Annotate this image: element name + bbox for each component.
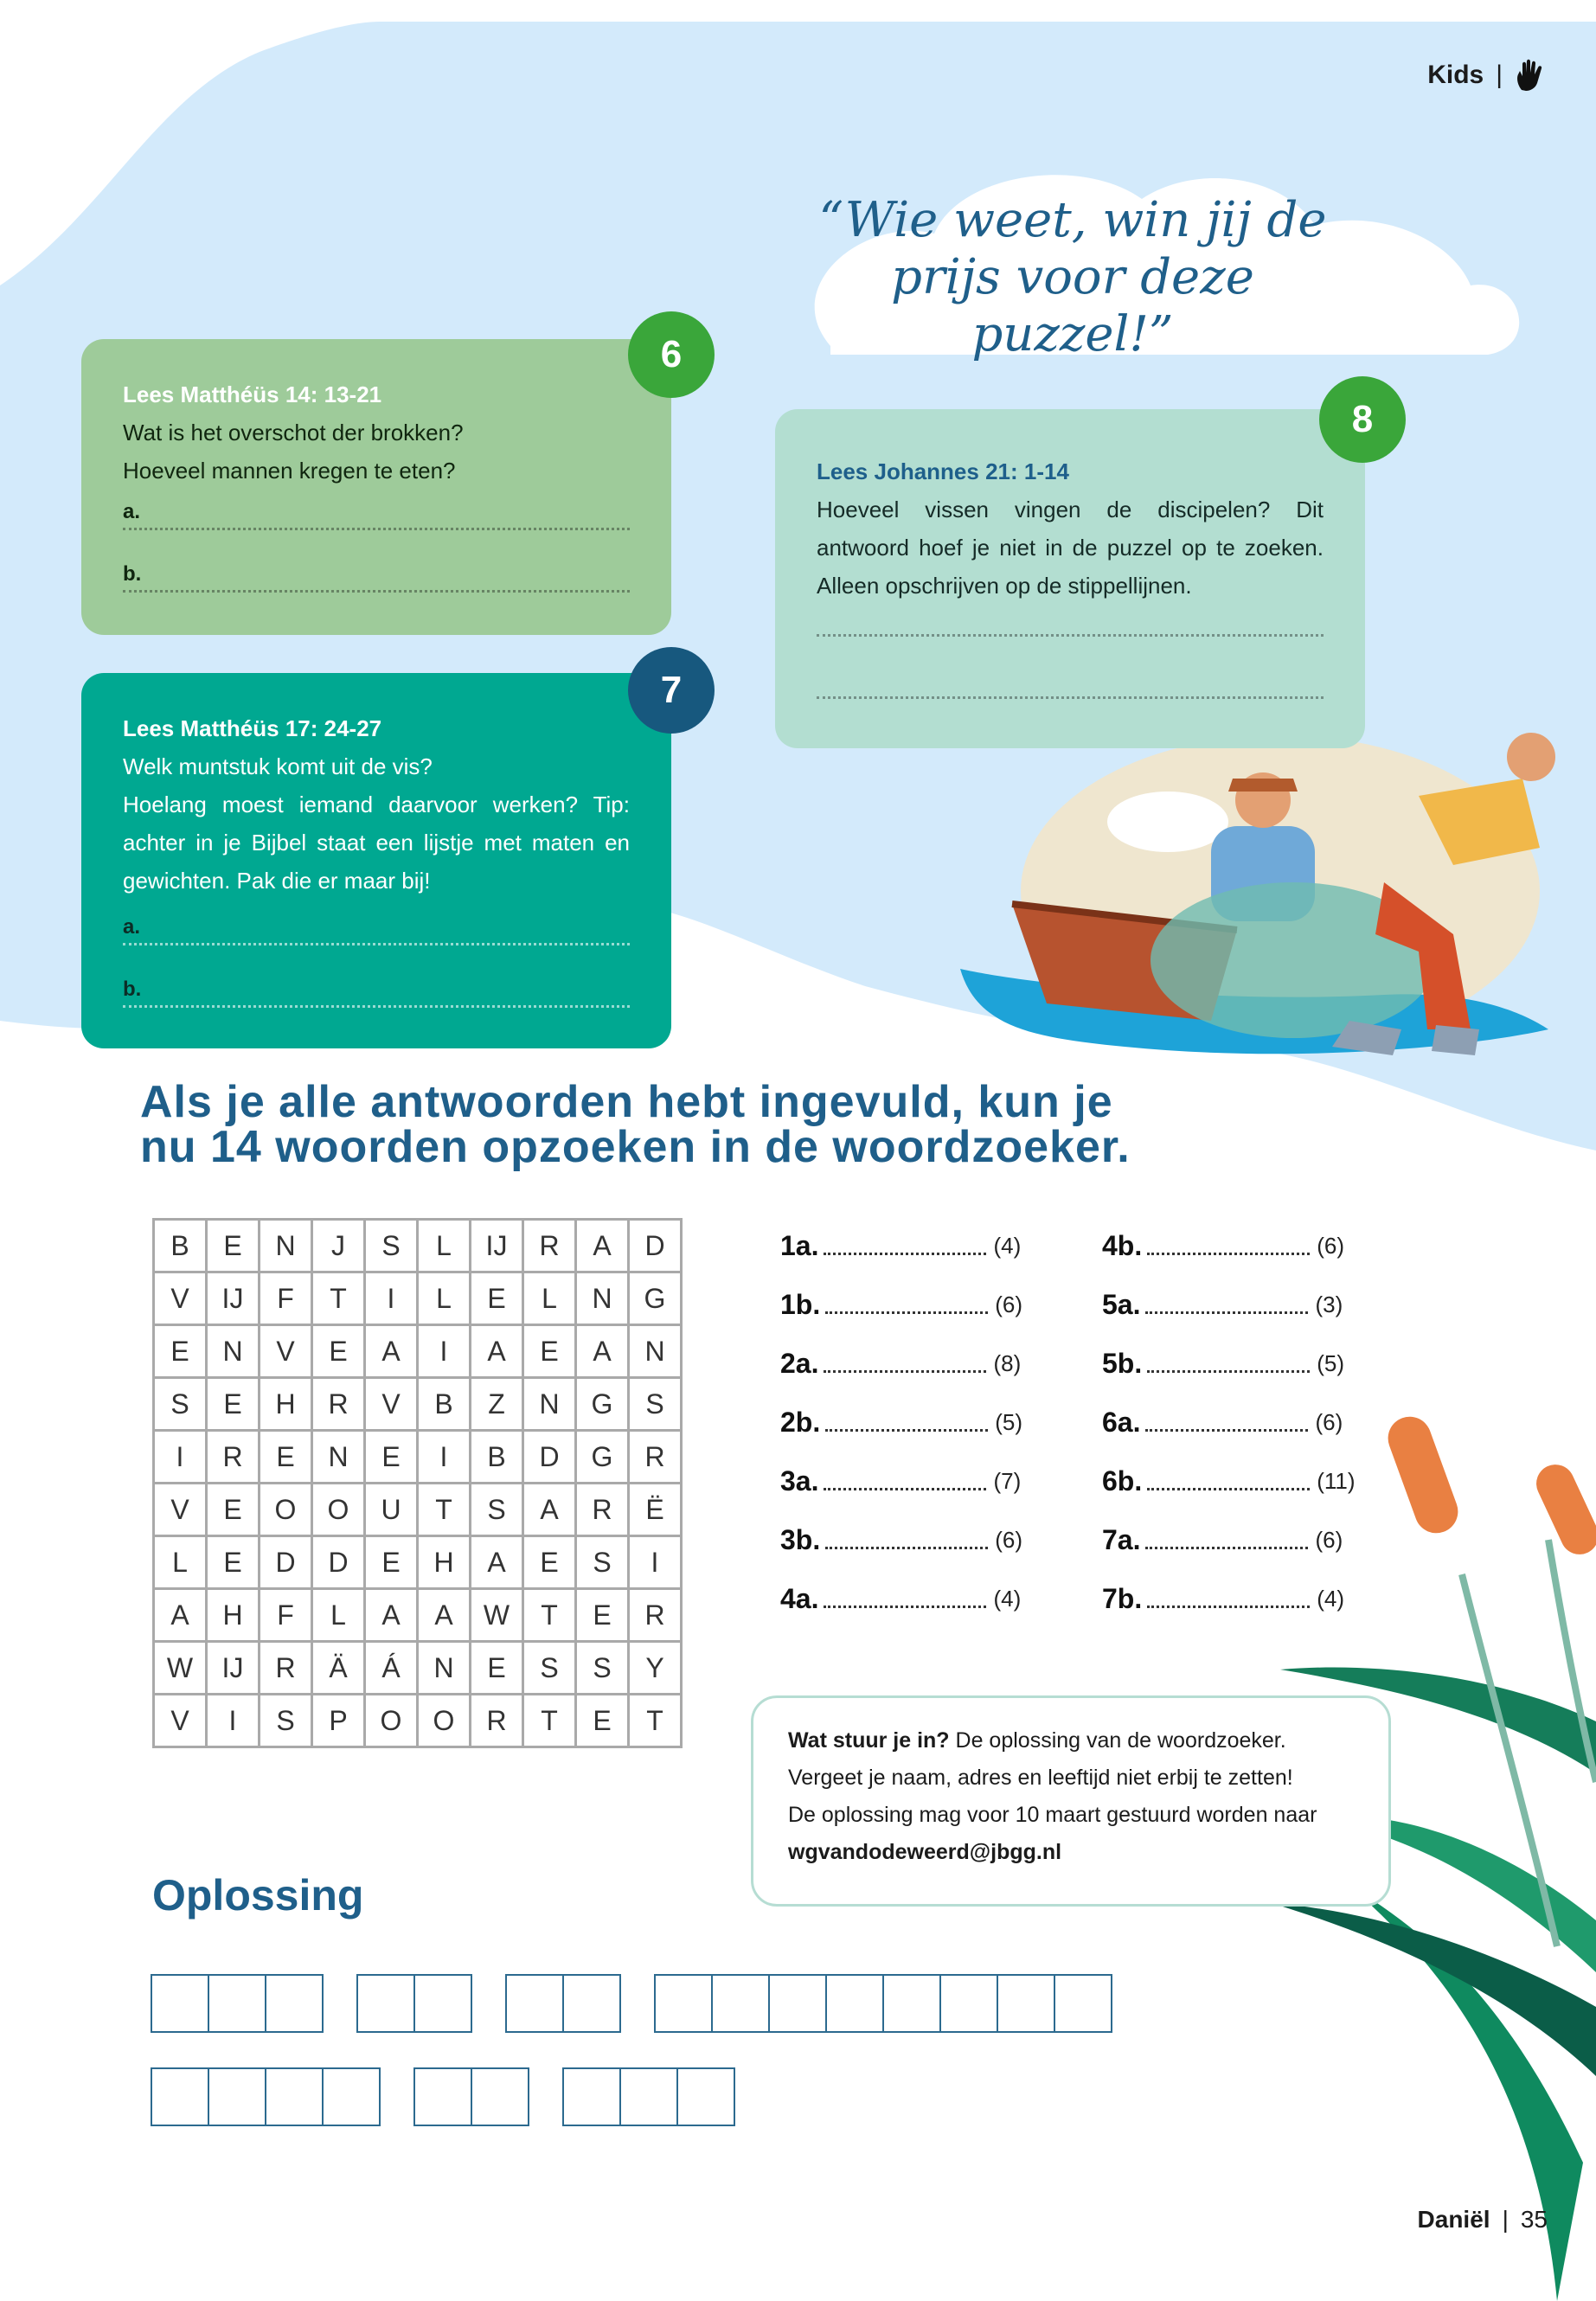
solution-letter-box[interactable] (151, 1974, 209, 2033)
grid-letter-cell[interactable]: E (312, 1325, 365, 1378)
answer-item (1102, 1216, 1356, 1275)
page-footer (1418, 2206, 1548, 2234)
answer-list-right (1102, 1216, 1356, 1628)
answer-label: 2b. (780, 1406, 821, 1438)
grid-letter-cell[interactable]: H (260, 1378, 312, 1431)
grid-letter-cell[interactable]: IJ (471, 1220, 523, 1272)
question-number-badge: 6 (628, 311, 715, 398)
grid-letter-cell[interactable]: E (207, 1536, 260, 1589)
answer-length: (4) (993, 1585, 1022, 1612)
answer-blank[interactable] (1145, 1296, 1308, 1314)
magazine-title: Daniël (1417, 2206, 1490, 2233)
answer-length: (6) (1315, 1526, 1343, 1553)
grid-letter-cell[interactable]: I (154, 1431, 207, 1484)
grid-letter-cell[interactable]: E (207, 1484, 260, 1536)
grid-letter-cell[interactable]: L (312, 1589, 365, 1642)
answer-length: (6) (1315, 1408, 1343, 1435)
grid-letter-cell[interactable]: N (207, 1325, 260, 1378)
answer-label: 5b. (1102, 1347, 1143, 1379)
question-text: Hoeveel vissen vingen de discipelen? Dit antwoord hoef je niet in de puzzel op te zoeken. Alleen opschrijven op de stippellijnen. (817, 497, 1324, 599)
solution-word-group (358, 1974, 472, 2033)
answer-line-a[interactable]: a. (123, 493, 630, 530)
answer-label: 6b. (1102, 1465, 1143, 1497)
grid-letter-cell[interactable]: R (523, 1220, 576, 1272)
answer-item (1102, 1510, 1356, 1569)
solution-letter-box[interactable] (265, 2067, 324, 2126)
answer-blank[interactable] (824, 1590, 986, 1608)
section-header (1427, 59, 1544, 92)
submission-info-box (751, 1695, 1391, 1907)
grid-letter-cell[interactable]: G (629, 1272, 682, 1325)
solution-letter-box[interactable] (208, 1974, 266, 2033)
grid-letter-cell[interactable]: N (576, 1272, 629, 1325)
answer-length: (3) (1315, 1291, 1343, 1317)
grid-letter-cell[interactable]: A (471, 1325, 523, 1378)
solution-word-group (152, 2067, 381, 2126)
solution-letter-box[interactable] (1054, 1974, 1112, 2033)
grid-letter-cell[interactable]: F (260, 1272, 312, 1325)
question-text: Wat is het overschot der brokken? (123, 420, 464, 445)
grid-letter-cell[interactable]: E (260, 1431, 312, 1484)
answer-length: (8) (993, 1349, 1022, 1376)
hand-icon (1515, 59, 1544, 92)
grid-row (154, 1220, 682, 1272)
grid-letter-cell[interactable]: Ë (629, 1484, 682, 1536)
grid-letter-cell[interactable]: W (154, 1642, 207, 1695)
answer-length: (6) (995, 1291, 1023, 1317)
question-reference: Lees Johannes 21: 1-14 (817, 458, 1069, 484)
grid-letter-cell[interactable]: L (154, 1536, 207, 1589)
answer-length: (5) (995, 1408, 1023, 1435)
answer-item (1102, 1275, 1356, 1334)
grid-letter-cell[interactable]: V (365, 1378, 418, 1431)
solution-letter-box[interactable] (654, 1974, 713, 2033)
solution-title: Oplossing (152, 1871, 364, 1920)
answer-item (780, 1510, 1022, 1569)
grid-letter-cell[interactable]: R (312, 1378, 365, 1431)
solution-letter-box[interactable] (562, 1974, 621, 2033)
answer-item (780, 1334, 1022, 1393)
grid-letter-cell[interactable]: N (418, 1642, 471, 1695)
quote-text: “Wie weet, win jij de prijs voor deze puzzel!” (818, 192, 1327, 362)
answer-item (1102, 1334, 1356, 1393)
answer-label: 2a. (780, 1347, 819, 1379)
solution-letter-box[interactable] (711, 1974, 770, 2033)
grid-letter-cell[interactable]: V (154, 1484, 207, 1536)
grid-letter-cell[interactable]: J (312, 1220, 365, 1272)
grid-letter-cell[interactable]: Y (629, 1642, 682, 1695)
grid-letter-cell[interactable]: IJ (207, 1642, 260, 1695)
grid-letter-cell[interactable]: A (154, 1589, 207, 1642)
solution-letter-box[interactable] (208, 2067, 266, 2126)
heading-line: nu 14 woorden opzoeken in de woordzoeker. (140, 1122, 1131, 1172)
answer-line-1[interactable] (817, 599, 1324, 637)
section-label: Kids (1427, 61, 1484, 89)
grid-row (154, 1695, 682, 1747)
grid-letter-cell[interactable]: E (576, 1695, 629, 1747)
answer-item (1102, 1452, 1356, 1510)
question-number-badge: 8 (1319, 376, 1406, 463)
answer-item (780, 1275, 1022, 1334)
answer-line-b[interactable]: b. (123, 971, 630, 1008)
grid-letter-cell[interactable]: D (523, 1431, 576, 1484)
grid-letter-cell[interactable]: A (523, 1484, 576, 1536)
grid-letter-cell[interactable]: R (260, 1642, 312, 1695)
answer-length: (6) (1317, 1232, 1345, 1259)
info-text: Vergeet je naam, adres en leeftijd niet erbij te zetten! (788, 1766, 1293, 1790)
page-number: 35 (1520, 2206, 1548, 2233)
solution-word-group (564, 2067, 735, 2126)
grid-letter-cell[interactable]: L (418, 1272, 471, 1325)
answer-label: 3a. (780, 1465, 819, 1497)
answer-line-b[interactable]: b. (123, 555, 630, 593)
grid-letter-cell[interactable]: O (365, 1695, 418, 1747)
grid-row (154, 1484, 682, 1536)
answer-label: 7a. (1102, 1523, 1141, 1555)
grid-letter-cell[interactable]: Á (365, 1642, 418, 1695)
grid-letter-cell[interactable]: S (576, 1536, 629, 1589)
grid-letter-cell[interactable]: I (207, 1695, 260, 1747)
answer-label: 6a. (1102, 1406, 1141, 1438)
solution-letter-box[interactable] (882, 1974, 941, 2033)
grid-letter-cell[interactable]: B (154, 1220, 207, 1272)
question-text: Welk muntstuk komt uit de vis? (123, 753, 433, 779)
solution-letter-box[interactable] (356, 1974, 415, 2033)
grid-letter-cell[interactable]: S (576, 1642, 629, 1695)
grid-letter-cell[interactable]: L (418, 1220, 471, 1272)
solution-letter-box[interactable] (413, 1974, 472, 2033)
grid-letter-cell[interactable]: T (523, 1589, 576, 1642)
solution-word-group (415, 2067, 529, 2126)
solution-letter-box[interactable] (939, 1974, 998, 2033)
grid-letter-cell[interactable]: T (523, 1695, 576, 1747)
grid-letter-cell[interactable]: P (312, 1695, 365, 1747)
answer-label: 7b. (1102, 1582, 1143, 1614)
email-link[interactable]: wgvandodeweerd@jbgg.nl (788, 1840, 1062, 1864)
grid-letter-cell[interactable]: T (312, 1272, 365, 1325)
grid-row (154, 1272, 682, 1325)
grid-letter-cell[interactable]: O (260, 1484, 312, 1536)
grid-letter-cell[interactable]: E (207, 1220, 260, 1272)
grid-letter-cell[interactable]: A (418, 1589, 471, 1642)
grid-letter-cell[interactable]: E (365, 1536, 418, 1589)
grid-letter-cell[interactable]: E (576, 1589, 629, 1642)
grid-letter-cell[interactable]: S (154, 1378, 207, 1431)
grid-letter-cell[interactable]: E (471, 1272, 523, 1325)
question-text: Hoelang moest iemand daarvoor werken? Tip: achter in je Bijbel staat een lijstje met maten en gewichten. Pak die er maar bij! (123, 792, 630, 894)
grid-letter-cell[interactable]: T (629, 1695, 682, 1747)
question-card-8 (775, 409, 1365, 748)
answer-item (780, 1569, 1022, 1628)
grid-letter-cell[interactable]: U (365, 1484, 418, 1536)
grid-letter-cell[interactable]: H (418, 1536, 471, 1589)
grid-letter-cell[interactable]: D (312, 1536, 365, 1589)
grid-letter-cell[interactable]: W (471, 1589, 523, 1642)
grid-letter-cell[interactable]: R (629, 1589, 682, 1642)
grid-row (154, 1642, 682, 1695)
grid-letter-cell[interactable]: Ä (312, 1642, 365, 1695)
answer-item (780, 1452, 1022, 1510)
answer-blank[interactable] (824, 1355, 986, 1373)
grid-letter-cell[interactable]: S (260, 1695, 312, 1747)
answer-length: (7) (993, 1467, 1022, 1494)
footer-separator: | (1502, 2206, 1509, 2233)
grid-letter-cell[interactable]: D (629, 1220, 682, 1272)
answer-list-left (780, 1216, 1022, 1628)
solution-letter-box[interactable] (322, 2067, 381, 2126)
grid-letter-cell[interactable]: A (576, 1325, 629, 1378)
answer-length: (5) (1317, 1349, 1345, 1376)
solution-letter-box[interactable] (825, 1974, 884, 2033)
grid-letter-cell[interactable]: N (523, 1378, 576, 1431)
grid-letter-cell[interactable]: R (576, 1484, 629, 1536)
answer-length: (4) (993, 1232, 1022, 1259)
grid-letter-cell[interactable]: O (312, 1484, 365, 1536)
grid-letter-cell[interactable]: I (418, 1325, 471, 1378)
answer-blank[interactable] (825, 1531, 988, 1549)
solution-letter-box[interactable] (505, 1974, 564, 2033)
grid-letter-cell[interactable]: B (471, 1431, 523, 1484)
answer-label: 4b. (1102, 1229, 1143, 1261)
answer-blank[interactable] (825, 1413, 988, 1432)
grid-letter-cell[interactable]: V (154, 1695, 207, 1747)
grid-row (154, 1536, 682, 1589)
grid-letter-cell[interactable]: E (154, 1325, 207, 1378)
answer-label: 1a. (780, 1229, 819, 1261)
grid-letter-cell[interactable]: E (523, 1325, 576, 1378)
question-card-7 (81, 673, 671, 1048)
answer-length: (11) (1317, 1467, 1356, 1494)
grid-row (154, 1589, 682, 1642)
question-reference: Lees Matthéüs 17: 24-27 (123, 715, 382, 741)
answer-item (780, 1216, 1022, 1275)
grid-letter-cell[interactable]: E (523, 1536, 576, 1589)
grid-letter-cell[interactable]: I (418, 1431, 471, 1484)
answer-blank[interactable] (824, 1472, 986, 1490)
grid-letter-cell[interactable]: A (365, 1589, 418, 1642)
info-text: De oplossing mag voor 10 maart gestuurd worden naar (788, 1803, 1317, 1827)
grid-letter-cell[interactable]: F (260, 1589, 312, 1642)
solution-letter-box[interactable] (997, 1974, 1055, 2033)
grid-letter-cell[interactable]: A (471, 1536, 523, 1589)
grid-letter-cell[interactable]: V (260, 1325, 312, 1378)
solution-letter-box[interactable] (151, 2067, 209, 2126)
answer-label: 1b. (780, 1288, 821, 1320)
answer-item (1102, 1569, 1356, 1628)
grid-letter-cell[interactable]: O (418, 1695, 471, 1747)
question-reference: Lees Matthéüs 14: 13-21 (123, 381, 382, 407)
question-number-badge: 7 (628, 647, 715, 734)
solution-letter-box[interactable] (619, 2067, 678, 2126)
answer-blank[interactable] (1147, 1355, 1310, 1373)
answer-blank[interactable] (1147, 1237, 1310, 1255)
grid-letter-cell[interactable]: A (576, 1220, 629, 1272)
answer-line-2[interactable] (817, 662, 1324, 699)
solution-letter-box[interactable] (562, 2067, 621, 2126)
grid-letter-cell[interactable]: Z (471, 1378, 523, 1431)
info-lead: Wat stuur je in? (788, 1728, 950, 1753)
grid-letter-cell[interactable]: B (418, 1378, 471, 1431)
heading-line: Als je alle antwoorden hebt ingevuld, kun je (140, 1077, 1113, 1127)
answer-blank[interactable] (1147, 1590, 1310, 1608)
grid-letter-cell[interactable]: G (576, 1431, 629, 1484)
answer-blank[interactable] (1145, 1531, 1308, 1549)
grid-row (154, 1431, 682, 1484)
solution-letter-box[interactable] (768, 1974, 827, 2033)
grid-letter-cell[interactable]: N (260, 1220, 312, 1272)
grid-letter-cell[interactable]: E (365, 1431, 418, 1484)
solution-word-group (507, 1974, 621, 2033)
answer-label: 4a. (780, 1582, 819, 1614)
answer-label: 3b. (780, 1523, 821, 1555)
solution-letter-box[interactable] (413, 2067, 472, 2126)
grid-letter-cell[interactable]: A (365, 1325, 418, 1378)
info-text: De oplossing van de woordzoeker. (949, 1728, 1286, 1753)
answer-length: (4) (1317, 1585, 1345, 1612)
grid-letter-cell[interactable]: R (207, 1431, 260, 1484)
grid-letter-cell[interactable]: R (471, 1695, 523, 1747)
grid-letter-cell[interactable]: N (629, 1325, 682, 1378)
grid-letter-cell[interactable]: S (471, 1484, 523, 1536)
grid-letter-cell[interactable]: H (207, 1589, 260, 1642)
grid-letter-cell[interactable]: T (418, 1484, 471, 1536)
word-search-grid (152, 1218, 683, 1748)
grid-letter-cell[interactable]: V (154, 1272, 207, 1325)
answer-blank[interactable] (1145, 1413, 1308, 1432)
answer-length: (6) (995, 1526, 1023, 1553)
grid-letter-cell[interactable]: S (629, 1378, 682, 1431)
answer-blank[interactable] (1147, 1472, 1310, 1490)
solution-word-group (152, 1974, 324, 2033)
grid-letter-cell[interactable]: I (629, 1536, 682, 1589)
header-separator: | (1496, 61, 1503, 89)
answer-line-a[interactable]: a. (123, 908, 630, 945)
solution-letter-box[interactable] (265, 1974, 324, 2033)
grid-letter-cell[interactable]: E (471, 1642, 523, 1695)
grid-letter-cell[interactable]: I (365, 1272, 418, 1325)
grid-row (154, 1325, 682, 1378)
grid-letter-cell[interactable]: S (365, 1220, 418, 1272)
grid-letter-cell[interactable]: R (629, 1431, 682, 1484)
grid-letter-cell[interactable]: S (523, 1642, 576, 1695)
question-card-6 (81, 339, 671, 635)
answer-label: 5a. (1102, 1288, 1141, 1320)
solution-letter-box[interactable] (676, 2067, 735, 2126)
grid-row (154, 1378, 682, 1431)
answer-blank[interactable] (824, 1237, 986, 1255)
grid-letter-cell[interactable]: N (312, 1431, 365, 1484)
grid-letter-cell[interactable]: L (523, 1272, 576, 1325)
question-text: Hoeveel mannen kregen te eten? (123, 458, 456, 484)
grid-letter-cell[interactable]: D (260, 1536, 312, 1589)
answer-blank[interactable] (825, 1296, 988, 1314)
solution-letter-box[interactable] (471, 2067, 529, 2126)
puzzle-instruction-heading (140, 1077, 1131, 1172)
grid-letter-cell[interactable]: G (576, 1378, 629, 1431)
grid-letter-cell[interactable]: E (207, 1378, 260, 1431)
answer-item (1102, 1393, 1356, 1452)
solution-word-group (656, 1974, 1112, 2033)
grid-letter-cell[interactable]: IJ (207, 1272, 260, 1325)
answer-item (780, 1393, 1022, 1452)
